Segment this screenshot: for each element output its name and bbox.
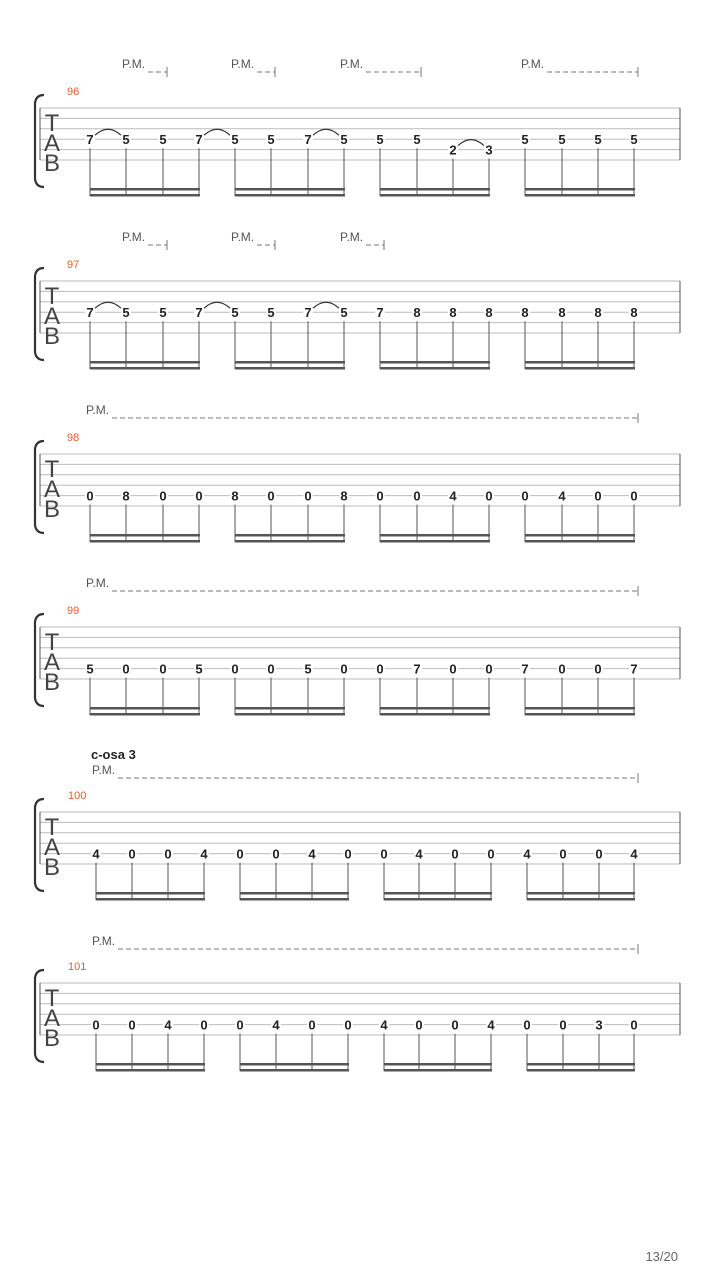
fret-number: 4 — [164, 1017, 172, 1033]
tab-clef-letter: A — [43, 476, 61, 503]
tab-clef-letter: A — [43, 303, 61, 330]
fret-number: 0 — [595, 846, 603, 862]
fret-number: 0 — [308, 1017, 316, 1033]
fret-number: 0 — [236, 1017, 244, 1033]
beam-primary — [525, 361, 635, 364]
fret-number: 0 — [164, 846, 172, 862]
beam-secondary — [525, 540, 635, 543]
fret-number: 0 — [630, 1017, 638, 1033]
fret-number: 0 — [380, 846, 388, 862]
fret-number: 7 — [86, 305, 94, 321]
beam-secondary — [240, 898, 349, 901]
palm-mute-label: P.M. — [122, 230, 146, 244]
beam-primary — [384, 1063, 492, 1066]
fret-number: 0 — [559, 846, 567, 862]
fret-number: 3 — [485, 142, 493, 158]
tie-arc — [313, 129, 339, 135]
beam-primary — [380, 534, 490, 537]
fret-number: 5 — [521, 132, 529, 148]
tie-arc — [204, 302, 230, 308]
fret-number: 8 — [630, 305, 638, 321]
tie-arc — [204, 129, 230, 135]
beam-secondary — [235, 194, 345, 197]
fret-number: 5 — [86, 661, 94, 677]
beam-secondary — [384, 1069, 492, 1072]
fret-number: 0 — [267, 488, 275, 504]
tab-clef-letter: B — [43, 854, 61, 881]
fret-number: 4 — [449, 488, 457, 504]
fret-number: 0 — [344, 846, 352, 862]
fret-number: 0 — [485, 661, 493, 677]
fret-number: 0 — [594, 661, 602, 677]
fret-number: 0 — [487, 846, 495, 862]
tab-clef-letter: T — [44, 110, 60, 137]
beam-secondary — [90, 194, 200, 197]
beam-secondary — [90, 713, 200, 716]
fret-number: 5 — [304, 661, 312, 677]
fret-number: 7 — [376, 305, 384, 321]
beam-primary — [96, 892, 205, 895]
beam-primary — [240, 1063, 349, 1066]
fret-number: 8 — [449, 305, 457, 321]
beam-secondary — [525, 194, 635, 197]
fret-number: 4 — [630, 846, 638, 862]
fret-number: 0 — [304, 488, 312, 504]
fret-number: 0 — [236, 846, 244, 862]
palm-mute-label: P.M. — [340, 57, 364, 71]
fret-number: 5 — [558, 132, 566, 148]
fret-number: 0 — [630, 488, 638, 504]
palm-mute-label: P.M. — [231, 230, 255, 244]
tab-clef-letter: B — [43, 1025, 61, 1052]
measure-number: 99 — [67, 605, 80, 617]
tie-arc — [95, 129, 121, 135]
fret-number: 5 — [159, 132, 167, 148]
fret-number: 7 — [304, 305, 312, 321]
fret-number: 5 — [340, 132, 348, 148]
beam-secondary — [380, 713, 490, 716]
fret-number: 7 — [413, 661, 421, 677]
measure-number: 100 — [68, 790, 87, 802]
tab-clef-letter: T — [44, 456, 60, 483]
fret-number: 5 — [267, 305, 275, 321]
measure-number: 96 — [67, 86, 80, 98]
fret-number: 8 — [521, 305, 529, 321]
fret-number: 4 — [272, 1017, 280, 1033]
fret-number: 7 — [630, 661, 638, 677]
fret-number: 8 — [122, 488, 130, 504]
fret-number: 0 — [449, 661, 457, 677]
beam-secondary — [380, 194, 490, 197]
tie-arc — [313, 302, 339, 308]
fret-number: 5 — [376, 132, 384, 148]
fret-number: 4 — [415, 846, 423, 862]
fret-number: 0 — [231, 661, 239, 677]
palm-mute-label: P.M. — [231, 57, 255, 71]
fret-number: 3 — [595, 1017, 603, 1033]
fret-number: 7 — [86, 132, 94, 148]
fret-number: 5 — [122, 305, 130, 321]
fret-number: 8 — [485, 305, 493, 321]
beam-primary — [90, 188, 200, 191]
beam-primary — [96, 1063, 205, 1066]
fret-number: 5 — [231, 305, 239, 321]
palm-mute-label: P.M. — [521, 57, 545, 71]
beam-primary — [527, 1063, 635, 1066]
fret-number: 0 — [86, 488, 94, 504]
palm-mute-label: P.M. — [92, 934, 116, 948]
tab-clef-letter: B — [43, 496, 61, 523]
tab-clef-letter: A — [43, 130, 61, 157]
fret-number: 0 — [559, 1017, 567, 1033]
beam-secondary — [96, 898, 205, 901]
fret-number: 5 — [413, 132, 421, 148]
tie-arc — [95, 302, 121, 308]
fret-number: 0 — [272, 846, 280, 862]
fret-number: 5 — [594, 132, 602, 148]
beam-primary — [90, 361, 200, 364]
palm-mute-label: P.M. — [86, 576, 110, 590]
tab-clef-letter: T — [44, 814, 60, 841]
fret-number: 0 — [376, 661, 384, 677]
tab-clef-letter: B — [43, 150, 61, 177]
beam-secondary — [525, 367, 635, 370]
fret-number: 0 — [128, 846, 136, 862]
tab-clef-letter: A — [43, 834, 61, 861]
beam-secondary — [384, 898, 492, 901]
fret-number: 5 — [195, 661, 203, 677]
tab-clef-letter: T — [44, 283, 60, 310]
tab-clef-letter: T — [44, 985, 60, 1012]
fret-number: 5 — [122, 132, 130, 148]
fret-number: 0 — [415, 1017, 423, 1033]
fret-number: 7 — [195, 132, 203, 148]
beam-primary — [240, 892, 349, 895]
fret-number: 7 — [195, 305, 203, 321]
palm-mute-label: P.M. — [340, 230, 364, 244]
fret-number: 2 — [449, 142, 457, 158]
fret-number: 4 — [92, 846, 100, 862]
beam-primary — [384, 892, 492, 895]
beam-secondary — [235, 540, 345, 543]
beam-primary — [525, 534, 635, 537]
beam-secondary — [235, 713, 345, 716]
fret-number: 0 — [558, 661, 566, 677]
fret-number: 5 — [159, 305, 167, 321]
tab-clef-letter: A — [43, 1005, 61, 1032]
fret-number: 0 — [195, 488, 203, 504]
fret-number: 4 — [200, 846, 208, 862]
beam-primary — [525, 707, 635, 710]
fret-number: 5 — [267, 132, 275, 148]
beam-primary — [380, 361, 490, 364]
fret-number: 0 — [128, 1017, 136, 1033]
fret-number: 4 — [487, 1017, 495, 1033]
fret-number: 8 — [594, 305, 602, 321]
beam-secondary — [380, 540, 490, 543]
fret-number: 0 — [340, 661, 348, 677]
beam-secondary — [240, 1069, 349, 1072]
beam-primary — [235, 707, 345, 710]
fret-number: 7 — [521, 661, 529, 677]
fret-number: 4 — [308, 846, 316, 862]
beam-secondary — [235, 367, 345, 370]
beam-secondary — [96, 1069, 205, 1072]
beam-primary — [525, 188, 635, 191]
fret-number: 0 — [521, 488, 529, 504]
beam-primary — [235, 188, 345, 191]
fret-number: 0 — [451, 846, 459, 862]
beam-primary — [235, 534, 345, 537]
fret-number: 0 — [376, 488, 384, 504]
fret-number: 4 — [523, 846, 531, 862]
fret-number: 4 — [558, 488, 566, 504]
fret-number: 0 — [92, 1017, 100, 1033]
fret-number: 0 — [200, 1017, 208, 1033]
fret-number: 8 — [558, 305, 566, 321]
beam-primary — [380, 188, 490, 191]
beam-primary — [90, 534, 200, 537]
fret-number: 0 — [344, 1017, 352, 1033]
fret-number: 8 — [231, 488, 239, 504]
tab-clef-letter: T — [44, 629, 60, 656]
fret-number: 0 — [451, 1017, 459, 1033]
beam-primary — [527, 892, 635, 895]
fret-number: 0 — [267, 661, 275, 677]
beam-primary — [90, 707, 200, 710]
fret-number: 7 — [304, 132, 312, 148]
measure-number: 98 — [67, 432, 80, 444]
fret-number: 5 — [231, 132, 239, 148]
beam-secondary — [527, 1069, 635, 1072]
tab-clef-letter: B — [43, 669, 61, 696]
beam-secondary — [380, 367, 490, 370]
beam-secondary — [90, 540, 200, 543]
page-number: 13/20 — [645, 1249, 678, 1264]
section-label: c-osa 3 — [91, 747, 136, 762]
fret-number: 8 — [413, 305, 421, 321]
beam-secondary — [525, 713, 635, 716]
tab-clef-letter: A — [43, 649, 61, 676]
measure-number: 97 — [67, 259, 80, 271]
beam-secondary — [90, 367, 200, 370]
fret-number: 0 — [159, 661, 167, 677]
palm-mute-label: P.M. — [92, 763, 116, 777]
fret-number: 5 — [630, 132, 638, 148]
palm-mute-label: P.M. — [86, 403, 110, 417]
beam-secondary — [527, 898, 635, 901]
fret-number: 5 — [340, 305, 348, 321]
beam-primary — [380, 707, 490, 710]
palm-mute-label: P.M. — [122, 57, 146, 71]
tab-clef-letter: B — [43, 323, 61, 350]
fret-number: 8 — [340, 488, 348, 504]
fret-number: 0 — [523, 1017, 531, 1033]
fret-number: 4 — [380, 1017, 388, 1033]
fret-number: 0 — [122, 661, 130, 677]
measure-number: 101 — [68, 961, 87, 973]
fret-number: 0 — [485, 488, 493, 504]
fret-number: 0 — [594, 488, 602, 504]
fret-number: 0 — [159, 488, 167, 504]
tie-arc — [458, 140, 484, 146]
fret-number: 0 — [413, 488, 421, 504]
beam-primary — [235, 361, 345, 364]
